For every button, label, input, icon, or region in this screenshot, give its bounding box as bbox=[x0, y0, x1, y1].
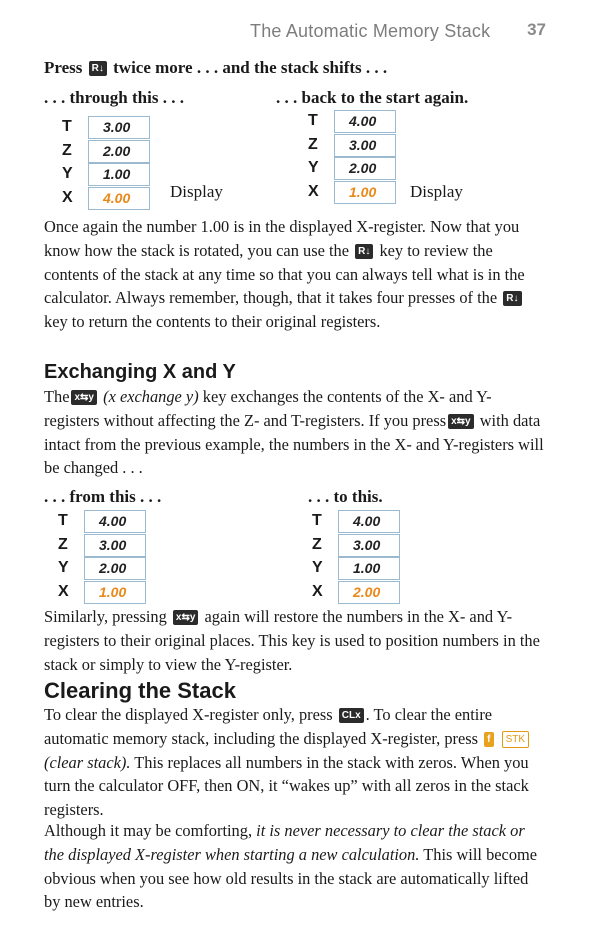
clear-stack-key-icon: STK bbox=[502, 731, 529, 748]
manual-page: The Automatic Memory Stack 37 Press R↓ twice more . . . and the stack shifts . . . . . . through this . . . . . . back to the start again. T 3.00 Z 2.00 Y 1.00 X 4.00 Display T 4.00 Z 3.00 Y 2.00 X 1.00 Display Once again the number 1.00 is in the displayed X-register. Now that you know how the stack is rotated, you can use the R↓ key to review the contents of the stack at any time so that you can always tell what is in the calculator. Always remember, though, that it takes four presses of the R↓ key to return the contents to their original registers. Exchanging X and Y The x⇆y (x exchange y) key exchanges the contents of the X- and Y-registers without affecting the Z- and T-registers. If you press x⇆y with data intact from the previous example, the numbers in the X- and Y-registers will be changed . . . . . . from this . . . . . . to this. T 4.00 Z 3.00 Y 2.00 X 1.00 T 4.00 Z 3.00 Y 1.00 X 2.00 Similarly, pressing x⇆y again will restore the numbers in the X- and Y-registers to their original places. This key is used to position numbers in the stack or simply to view the Y-register. Clearing the Stack To clear the displayed X-register only, press CLx . To clear the entire automatic memory stack, including the displayed X-register, press f STK(clear stack). This replaces all numbers in the stack with zeros. When you turn the calculator OFF, then ON, it “wakes up” with all zeros in the stack registers. Although it may be comforting, it is never necessary to clear the stack or the displayed X-register when starting a new calculation. This will become obvious when you see how old results in the stack are automatically lifted by new entries. bbox=[0, 0, 589, 940]
x-exchange-y-key-icon: x⇆y bbox=[173, 610, 199, 625]
roll-down-key-icon: R↓ bbox=[355, 244, 373, 259]
roll-down-key-icon: R↓ bbox=[89, 61, 107, 76]
x-exchange-y-key-icon: x⇆y bbox=[71, 390, 97, 405]
clear-x-key-icon: CLx bbox=[339, 708, 364, 723]
paragraph-restore: Similarly, pressing x⇆y again will restore the numbers in the X- and Y-registers to their original places. This key is used to position numbers in the stack or simply to view the Y-register. bbox=[44, 607, 540, 674]
page-number: 37 bbox=[527, 20, 546, 39]
display-label-left: Display bbox=[170, 182, 223, 201]
display-label-right: Display bbox=[410, 182, 463, 201]
caption-to-this: . . . to this. bbox=[308, 487, 383, 506]
roll-down-key-icon: R↓ bbox=[503, 291, 521, 306]
caption-back-to-start: . . . back to the start again. bbox=[276, 88, 469, 107]
intro-press: Press bbox=[44, 58, 83, 77]
x-exchange-y-key-icon: x⇆y bbox=[448, 414, 474, 429]
running-title: The Automatic Memory Stack bbox=[250, 21, 491, 41]
paragraph-clear: To clear the displayed X-register only, press CLx . To clear the entire automatic memory stack, including the displayed X-register, press f STK(clear stack). This replaces all numbers in the stack with zeros. When you turn the calculator OFF, then ON, it “wakes up” with all zeros in the stack registers. bbox=[44, 705, 529, 820]
prefix-f-key-icon: f bbox=[484, 732, 493, 747]
intro-rest: twice more . . . and the stack shifts . . . bbox=[113, 58, 388, 77]
caption-from-this: . . . from this . . . bbox=[44, 487, 162, 506]
caption-through-this: . . . through this . . . bbox=[44, 88, 184, 107]
running-header bbox=[240, 18, 560, 46]
paragraph-review-stack: Once again the number 1.00 is in the displayed X-register. Now that you know how the stack is rotated, you can use the R↓ key to review the contents of the stack at any time so that you can always tell what is in the calculator. Always remember, though, that it takes four presses of the R↓ key to return the contents to their original registers. bbox=[44, 217, 525, 332]
paragraph-exchange: The x⇆y (x exchange y) key exchanges the contents of the X- and Y-registers without affecting the Z- and T-registers. If you press x⇆y with data intact from the previous example, the numbers in the X- and Y-registers will be changed . . . bbox=[44, 387, 544, 478]
paragraph-never-necessary: Although it may be comforting, it is never necessary to clear the stack or the displayed X-register when starting a new calculation. This will become obvious when you see how old results in the stack are automatically lifted by new entries. bbox=[44, 821, 538, 912]
intro-line bbox=[44, 58, 387, 78]
heading-exchanging-x-and-y: Exchanging X and Y bbox=[44, 361, 236, 383]
heading-clearing-the-stack: Clearing the Stack bbox=[44, 678, 236, 703]
